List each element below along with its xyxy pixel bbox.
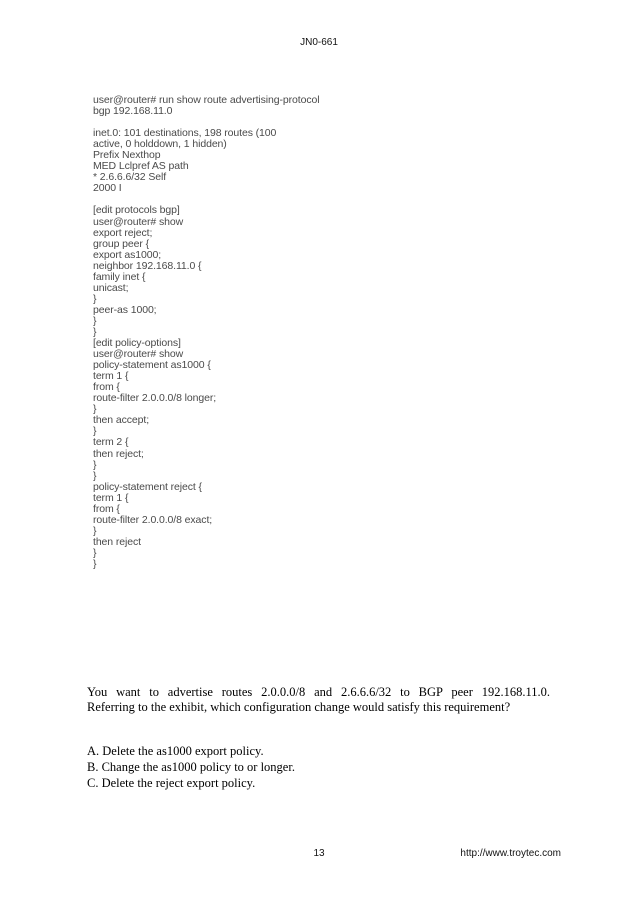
- exhibit-line: user@router# show: [93, 348, 184, 361]
- exhibit-line: unicast;: [93, 281, 129, 294]
- exhibit-line: }: [93, 325, 97, 338]
- exhibit-line: user@router# run show route advertising-protocol: [93, 94, 320, 106]
- exhibit-line: MED Lclpref AS path: [93, 160, 189, 173]
- exhibit-line: route-filter 2.0.0.0/8 longer;: [93, 392, 217, 405]
- exhibit-line: then reject;: [93, 447, 144, 460]
- exhibit-line: user@router# show: [93, 215, 184, 228]
- answer-option-b: B. Change the as1000 policy to or longer.: [87, 759, 295, 774]
- exhibit-screenshot: [93, 95, 393, 570]
- exhibit-line: active, 0 holddown, 1 hidden): [93, 138, 227, 151]
- exhibit-line: from {: [93, 502, 120, 515]
- exhibit-line: }: [93, 292, 97, 305]
- answer-option-c: C. Delete the reject export policy.: [87, 775, 256, 790]
- exhibit-line: }: [93, 425, 97, 438]
- exhibit-line: group peer {: [93, 237, 150, 250]
- exhibit-line: route-filter 2.0.0.0/8 exact;: [93, 513, 213, 526]
- question-text: [87, 685, 550, 715]
- exhibit-line: }: [93, 403, 97, 416]
- exhibit-line: Prefix Nexthop: [93, 149, 161, 162]
- exhibit-line: family inet {: [93, 270, 146, 283]
- exhibit-line: inet.0: 101 destinations, 198 routes (100: [93, 127, 277, 140]
- exhibit-line: policy-statement reject {: [93, 480, 202, 493]
- answer-options: [87, 744, 550, 791]
- exhibit-line: * 2.6.6.6/32 Self: [93, 171, 167, 184]
- exhibit-line: }: [93, 458, 97, 471]
- exhibit-line: bgp 192.168.11.0: [93, 105, 173, 118]
- exhibit-line: }: [93, 314, 97, 327]
- document-header: [0, 37, 638, 48]
- exhibit-line: }: [93, 546, 97, 559]
- exhibit-line: peer-as 1000;: [93, 303, 157, 316]
- page-number: 13: [313, 848, 325, 859]
- exhibit-line: then accept;: [93, 414, 150, 427]
- exhibit-line: }: [93, 557, 97, 570]
- question-line-2: Referring to the exhibit, which configuration change would satisfy this requirement?: [87, 700, 511, 714]
- exhibit-line: then reject: [93, 535, 141, 548]
- exhibit-line: [edit protocols bgp]: [93, 204, 180, 217]
- exhibit-line: term 1 {: [93, 491, 129, 504]
- footer-url: http://www.troytec.com: [460, 848, 561, 859]
- exhibit-line: }: [93, 524, 97, 537]
- exhibit-line: term 1 {: [93, 370, 129, 383]
- exhibit-line: from {: [93, 381, 120, 394]
- question-line-1: You want to advertise routes 2.0.0.0/8 and 2.6.6.6/32 to BGP peer 192.168.11.0.: [87, 685, 550, 699]
- exhibit-line: neighbor 192.168.11.0 {: [93, 259, 202, 272]
- exhibit-line: 2000 I: [93, 182, 122, 195]
- exhibit-line: policy-statement as1000 {: [93, 359, 211, 372]
- answer-option-a: A. Delete the as1000 export policy.: [87, 744, 264, 758]
- exhibit-line: [edit policy-options]: [93, 337, 181, 350]
- exhibit-line: term 2 {: [93, 436, 129, 449]
- exhibit-line: export reject;: [93, 226, 153, 239]
- exam-code: JN0-661: [300, 37, 338, 48]
- exhibit-line: }: [93, 469, 97, 482]
- exhibit-line: export as1000;: [93, 248, 162, 261]
